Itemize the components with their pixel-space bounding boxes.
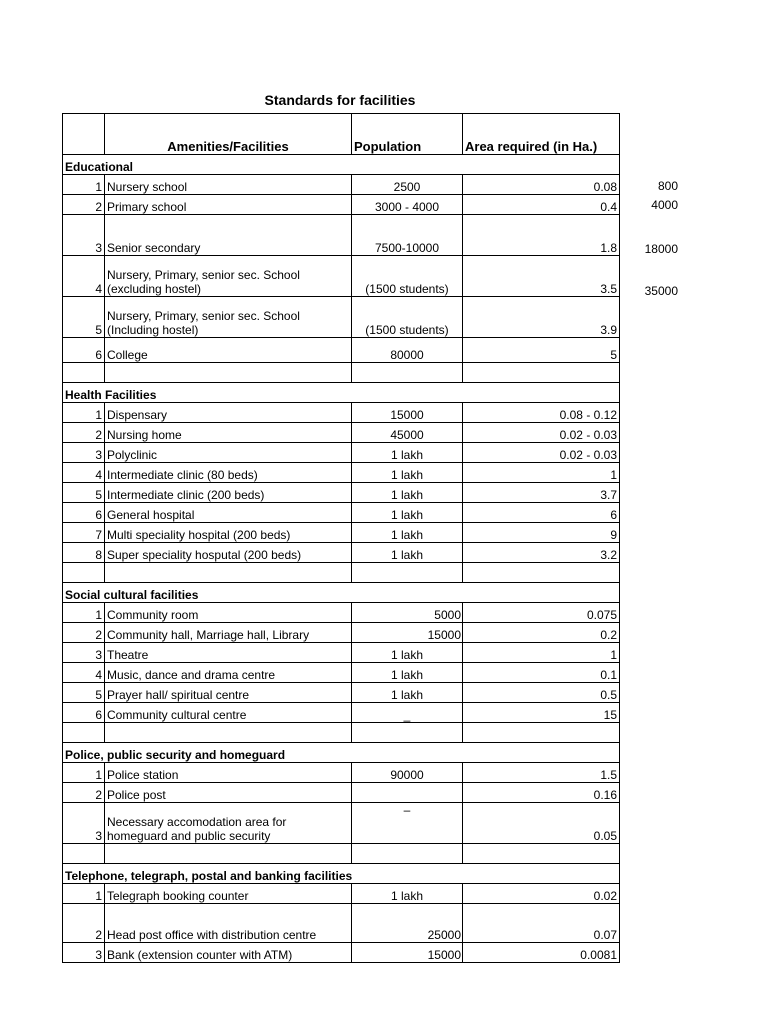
row-name: Community cultural centre: [105, 703, 352, 723]
row-area: 6: [463, 503, 620, 523]
extra-value: 18000: [644, 242, 678, 256]
row-num: 1: [63, 884, 105, 904]
row-num: 2: [63, 904, 105, 943]
blank-cell: [63, 563, 105, 583]
blank-cell: [63, 723, 105, 743]
table-row: [63, 623, 620, 643]
row-num: 3: [63, 443, 105, 463]
row-population: [352, 783, 463, 803]
row-num: 2: [63, 195, 105, 215]
blank-cell: [352, 844, 463, 864]
row-population: 1 lakh: [352, 543, 463, 563]
table-row: [63, 643, 620, 663]
row-population: (1500 students): [352, 297, 463, 338]
blank-cell: [463, 844, 620, 864]
row-num: 5: [63, 297, 105, 338]
row-area: 0.08: [463, 175, 620, 195]
row-name: Telegraph booking counter: [105, 884, 352, 904]
row-name: Dispensary: [105, 403, 352, 423]
header-amenities: Amenities/Facilities: [105, 114, 352, 155]
row-population: 90000: [352, 763, 463, 783]
facilities-table: [62, 113, 620, 963]
row-num: 1: [63, 175, 105, 195]
row-area: 0.2: [463, 623, 620, 643]
row-num: 2: [63, 423, 105, 443]
header-area: Area required (in Ha.): [463, 114, 620, 155]
blank-cell: [352, 563, 463, 583]
row-population: 1 lakh: [352, 643, 463, 663]
row-num: 3: [63, 643, 105, 663]
table-row: [63, 463, 620, 483]
header-row: [63, 114, 620, 155]
row-num: 5: [63, 483, 105, 503]
row-name-line: Nursery, Primary, senior sec. School: [107, 309, 300, 323]
section-title-telephone: Telephone, telegraph, postal and banking facilities: [63, 864, 620, 884]
row-population: 1 lakh: [352, 463, 463, 483]
row-num: 1: [63, 603, 105, 623]
blank-cell: [352, 723, 463, 743]
row-name: Senior secondary: [105, 215, 352, 256]
row-population: 1 lakh: [352, 443, 463, 463]
row-name: General hospital: [105, 503, 352, 523]
blank-row: [63, 723, 620, 743]
row-name: Nursing home: [105, 423, 352, 443]
row-area: 3.7: [463, 483, 620, 503]
row-area: 0.02 - 0.03: [463, 443, 620, 463]
row-name: Bank (extension counter with ATM): [105, 943, 352, 963]
header-num-cell: [63, 114, 105, 155]
table-row: [63, 803, 620, 844]
row-name: Intermediate clinic (200 beds): [105, 483, 352, 503]
row-population: 1 lakh: [352, 503, 463, 523]
row-name: [105, 297, 352, 338]
section-title-social: Social cultural facilities: [63, 583, 620, 603]
section-title-educational: Educational: [63, 155, 620, 175]
row-name: Primary school: [105, 195, 352, 215]
row-area: 0.5: [463, 683, 620, 703]
row-num: 1: [63, 403, 105, 423]
section-row: [63, 583, 620, 603]
table-row: [63, 175, 620, 195]
row-population: 1 lakh: [352, 483, 463, 503]
table-row: [63, 943, 620, 963]
row-num: 5: [63, 683, 105, 703]
blank-row: [63, 844, 620, 864]
header-population: Population: [352, 114, 463, 155]
table-row: [63, 423, 620, 443]
row-population: 1 lakh: [352, 663, 463, 683]
blank-cell: [463, 363, 620, 383]
row-name: Police post: [105, 783, 352, 803]
extra-value: 4000: [651, 198, 678, 212]
table-row: [63, 443, 620, 463]
row-area: 1: [463, 643, 620, 663]
table-row: [63, 256, 620, 297]
row-name: Super speciality hosputal (200 beds): [105, 543, 352, 563]
row-area: 1: [463, 463, 620, 483]
table-row: [63, 703, 620, 723]
row-area: 0.4: [463, 195, 620, 215]
page-title: Standards for facilities: [264, 92, 416, 108]
table-row: [63, 523, 620, 543]
row-area: 1.8: [463, 215, 620, 256]
row-name: Head post office with distribution centre: [105, 904, 352, 943]
blank-cell: [463, 563, 620, 583]
table-row: [63, 483, 620, 503]
section-title-health: Health Facilities: [63, 383, 620, 403]
row-population: 1 lakh: [352, 884, 463, 904]
table-row: [63, 763, 620, 783]
row-population: 15000: [352, 943, 463, 963]
row-num: 2: [63, 783, 105, 803]
table-row: [63, 683, 620, 703]
row-name-line: (excluding hostel): [107, 282, 202, 296]
row-area: 3.2: [463, 543, 620, 563]
row-num: 1: [63, 763, 105, 783]
table-row: [63, 403, 620, 423]
blank-row: [63, 363, 620, 383]
row-name-line: (Including hostel): [107, 323, 199, 337]
row-population: 2500: [352, 175, 463, 195]
row-name: Theatre: [105, 643, 352, 663]
row-area: 0.16: [463, 783, 620, 803]
row-area: 0.1: [463, 663, 620, 683]
section-row: [63, 155, 620, 175]
row-name: [105, 803, 352, 844]
row-area: 0.02 - 0.03: [463, 423, 620, 443]
row-area: 0.08 - 0.12: [463, 403, 620, 423]
blank-cell: [105, 723, 352, 743]
table-row: [63, 884, 620, 904]
blank-cell: [105, 844, 352, 864]
row-name: Prayer hall/ spiritual centre: [105, 683, 352, 703]
row-area: 15: [463, 703, 620, 723]
row-num: 4: [63, 663, 105, 683]
row-num: 3: [63, 943, 105, 963]
blank-cell: [463, 723, 620, 743]
row-population: 25000: [352, 904, 463, 943]
row-num: 3: [63, 803, 105, 844]
row-population: 80000: [352, 338, 463, 363]
table-row: [63, 503, 620, 523]
table-row: [63, 603, 620, 623]
table-row: [63, 297, 620, 338]
row-name: Police station: [105, 763, 352, 783]
row-name-line: Nursery, Primary, senior sec. School: [107, 268, 300, 282]
row-population: 45000: [352, 423, 463, 443]
row-num: 8: [63, 543, 105, 563]
extra-value: 800: [657, 179, 678, 193]
row-name: Music, dance and drama centre: [105, 663, 352, 683]
table-row: [63, 663, 620, 683]
table-row: [63, 195, 620, 215]
section-row: [63, 743, 620, 763]
row-name: Community room: [105, 603, 352, 623]
row-population: 15000: [352, 403, 463, 423]
row-population: 5000: [352, 603, 463, 623]
row-population: 15000: [352, 623, 463, 643]
row-population: (1500 students): [352, 256, 463, 297]
row-name: Multi speciality hospital (200 beds): [105, 523, 352, 543]
row-num: 2: [63, 623, 105, 643]
row-area: 9: [463, 523, 620, 543]
table-row: [63, 543, 620, 563]
blank-cell: [352, 363, 463, 383]
row-name: Polyclinic: [105, 443, 352, 463]
row-area: 3.9: [463, 297, 620, 338]
row-area: 1.5: [463, 763, 620, 783]
row-num: 7: [63, 523, 105, 543]
blank-cell: [105, 363, 352, 383]
table-row: [63, 215, 620, 256]
row-population: 3000 - 4000: [352, 195, 463, 215]
row-num: 4: [63, 463, 105, 483]
table-row: [63, 904, 620, 943]
row-num: 3: [63, 215, 105, 256]
row-area: 0.0081: [463, 943, 620, 963]
table-row: [63, 338, 620, 363]
row-population: 7500-10000: [352, 215, 463, 256]
row-name-line: homeguard and public security: [107, 829, 271, 843]
blank-cell: [105, 563, 352, 583]
row-name: College: [105, 338, 352, 363]
row-name: [105, 256, 352, 297]
table-row: [63, 783, 620, 803]
blank-cell: [63, 363, 105, 383]
row-area: 0.05: [463, 803, 620, 844]
row-name: Intermediate clinic (80 beds): [105, 463, 352, 483]
row-area: 5: [463, 338, 620, 363]
row-area: 0.07: [463, 904, 620, 943]
extra-value: 35000: [644, 284, 678, 298]
row-name: Community hall, Marriage hall, Library: [105, 623, 352, 643]
row-population: _: [352, 703, 463, 723]
section-row: [63, 383, 620, 403]
row-area: 3.5: [463, 256, 620, 297]
row-area: 0.075: [463, 603, 620, 623]
row-num: 6: [63, 338, 105, 363]
section-title-police: Police, public security and homeguard: [63, 743, 620, 763]
row-num: 6: [63, 703, 105, 723]
row-num: 4: [63, 256, 105, 297]
row-name: Nursery school: [105, 175, 352, 195]
row-population: 1 lakh: [352, 683, 463, 703]
blank-row: [63, 563, 620, 583]
blank-cell: [63, 844, 105, 864]
row-area: 0.02: [463, 884, 620, 904]
row-num: 6: [63, 503, 105, 523]
section-row: [63, 864, 620, 884]
row-population: 1 lakh: [352, 523, 463, 543]
row-name-line: Necessary accomodation area for: [107, 815, 287, 829]
row-population: –: [352, 803, 463, 844]
